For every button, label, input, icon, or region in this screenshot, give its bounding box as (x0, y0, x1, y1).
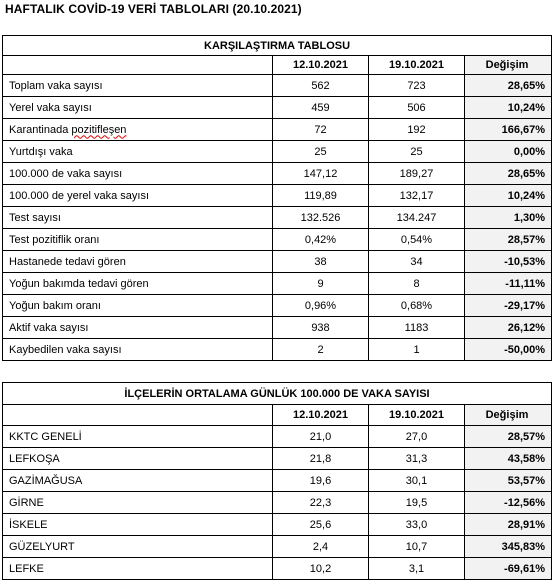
change-percent: 10,24% (465, 185, 552, 207)
value-prev-week: 22,3 (273, 492, 369, 514)
change-percent: 28,65% (465, 75, 552, 97)
value-prev-week: 562 (273, 75, 369, 97)
table-row (3, 492, 552, 514)
change-percent: 28,91% (465, 514, 552, 536)
row-label: LEFKOŞA (3, 448, 273, 470)
value-prev-week: 2,4 (273, 536, 369, 558)
value-prev-week: 0,42% (273, 229, 369, 251)
value-prev-week: 38 (273, 251, 369, 273)
row-label: Yerel vaka sayısı (3, 97, 273, 119)
column-header: 12.10.2021 (273, 56, 369, 75)
change-percent: -69,61% (465, 558, 552, 580)
change-percent: -10,53% (465, 251, 552, 273)
table-row (3, 163, 552, 185)
value-prev-week: 0,96% (273, 295, 369, 317)
table-row (3, 185, 552, 207)
table-row (3, 426, 552, 448)
table-caption: KARŞILAŞTIRMA TABLOSU (3, 36, 552, 56)
value-prev-week: 10,2 (273, 558, 369, 580)
value-this-week: 34 (369, 251, 465, 273)
row-label: Test pozitiflik oranı (3, 229, 273, 251)
row-label: 100.000 de yerel vaka sayısı (3, 185, 273, 207)
row-label: Toplam vaka sayısı (3, 75, 273, 97)
row-label: İSKELE (3, 514, 273, 536)
value-prev-week: 25,6 (273, 514, 369, 536)
row-label: Hastanede tedavi gören (3, 251, 273, 273)
row-label: Kaybedilen vaka sayısı (3, 339, 273, 361)
table-row (3, 317, 552, 339)
table-row (3, 448, 552, 470)
change-percent: -50,00% (465, 339, 552, 361)
value-this-week: 10,7 (369, 536, 465, 558)
value-this-week: 19,5 (369, 492, 465, 514)
value-this-week: 33,0 (369, 514, 465, 536)
value-this-week: 506 (369, 97, 465, 119)
value-this-week: 3,1 (369, 558, 465, 580)
spellcheck-underline: pozitifleşen (71, 123, 127, 136)
value-this-week: 0,54% (369, 229, 465, 251)
value-prev-week: 25 (273, 141, 369, 163)
change-percent: -11,11% (465, 273, 552, 295)
row-label: Aktif vaka sayısı (3, 317, 273, 339)
page-title: HAFTALIK COVİD-19 VERİ TABLOLARI (20.10.2021) (5, 2, 302, 16)
table-row (3, 558, 552, 580)
value-prev-week: 9 (273, 273, 369, 295)
change-percent: 10,24% (465, 97, 552, 119)
column-header: Değişim (465, 56, 552, 75)
value-this-week: 8 (369, 273, 465, 295)
change-percent: 1,30% (465, 207, 552, 229)
change-percent: 28,57% (465, 426, 552, 448)
table-row (3, 229, 552, 251)
row-label: GÜZELYURT (3, 536, 273, 558)
column-header: 19.10.2021 (369, 405, 465, 426)
table-row (3, 251, 552, 273)
column-header (3, 56, 273, 75)
row-label: Yurtdışı vaka (3, 141, 273, 163)
value-this-week: 30,1 (369, 470, 465, 492)
value-this-week: 189,27 (369, 163, 465, 185)
table-row (3, 514, 552, 536)
change-percent: 28,65% (465, 163, 552, 185)
value-prev-week: 19,6 (273, 470, 369, 492)
table-row (3, 273, 552, 295)
row-label: 100.000 de vaka sayısı (3, 163, 273, 185)
value-this-week: 132,17 (369, 185, 465, 207)
value-this-week: 27,0 (369, 426, 465, 448)
column-header (3, 405, 273, 426)
change-percent: 166,67% (465, 119, 552, 141)
table-row (3, 536, 552, 558)
value-this-week: 134.247 (369, 207, 465, 229)
change-percent: 345,83% (465, 536, 552, 558)
row-label: Yoğun bakım oranı (3, 295, 273, 317)
change-percent: -12,56% (465, 492, 552, 514)
table-row (3, 207, 552, 229)
row-label (3, 119, 273, 141)
table-header-row (3, 56, 552, 75)
table-row (3, 97, 552, 119)
change-percent: 26,12% (465, 317, 552, 339)
change-percent: 53,57% (465, 470, 552, 492)
value-this-week: 1183 (369, 317, 465, 339)
table-row (3, 119, 552, 141)
table-row (3, 75, 552, 97)
table-row (3, 339, 552, 361)
value-prev-week: 2 (273, 339, 369, 361)
value-prev-week: 72 (273, 119, 369, 141)
value-prev-week: 147,12 (273, 163, 369, 185)
column-header: 19.10.2021 (369, 56, 465, 75)
value-this-week: 1 (369, 339, 465, 361)
value-prev-week: 938 (273, 317, 369, 339)
districts-table (2, 382, 552, 580)
table-header-row (3, 405, 552, 426)
row-label: LEFKE (3, 558, 273, 580)
row-label-text: Karantinada (9, 123, 72, 136)
change-percent: 0,00% (465, 141, 552, 163)
value-this-week: 31,3 (369, 448, 465, 470)
value-prev-week: 21,0 (273, 426, 369, 448)
row-label: GAZİMAĞUSA (3, 470, 273, 492)
change-percent: -29,17% (465, 295, 552, 317)
table-caption: İLÇELERİN ORTALAMA GÜNLÜK 100.000 DE VAKA SAYISI (3, 383, 552, 405)
value-this-week: 25 (369, 141, 465, 163)
table-row (3, 295, 552, 317)
value-prev-week: 21,8 (273, 448, 369, 470)
row-label: Yoğun bakımda tedavi gören (3, 273, 273, 295)
table-caption-row (3, 383, 552, 405)
value-this-week: 0,68% (369, 295, 465, 317)
value-prev-week: 132.526 (273, 207, 369, 229)
value-this-week: 192 (369, 119, 465, 141)
row-label: Test sayısı (3, 207, 273, 229)
comparison-table (2, 35, 552, 361)
column-header: Değişim (465, 405, 552, 426)
value-this-week: 723 (369, 75, 465, 97)
table-row (3, 470, 552, 492)
value-prev-week: 459 (273, 97, 369, 119)
change-percent: 43,58% (465, 448, 552, 470)
row-label: KKTC GENELİ (3, 426, 273, 448)
row-label: GİRNE (3, 492, 273, 514)
change-percent: 28,57% (465, 229, 552, 251)
value-prev-week: 119,89 (273, 185, 369, 207)
table-row (3, 141, 552, 163)
table-caption-row (3, 36, 552, 56)
column-header: 12.10.2021 (273, 405, 369, 426)
